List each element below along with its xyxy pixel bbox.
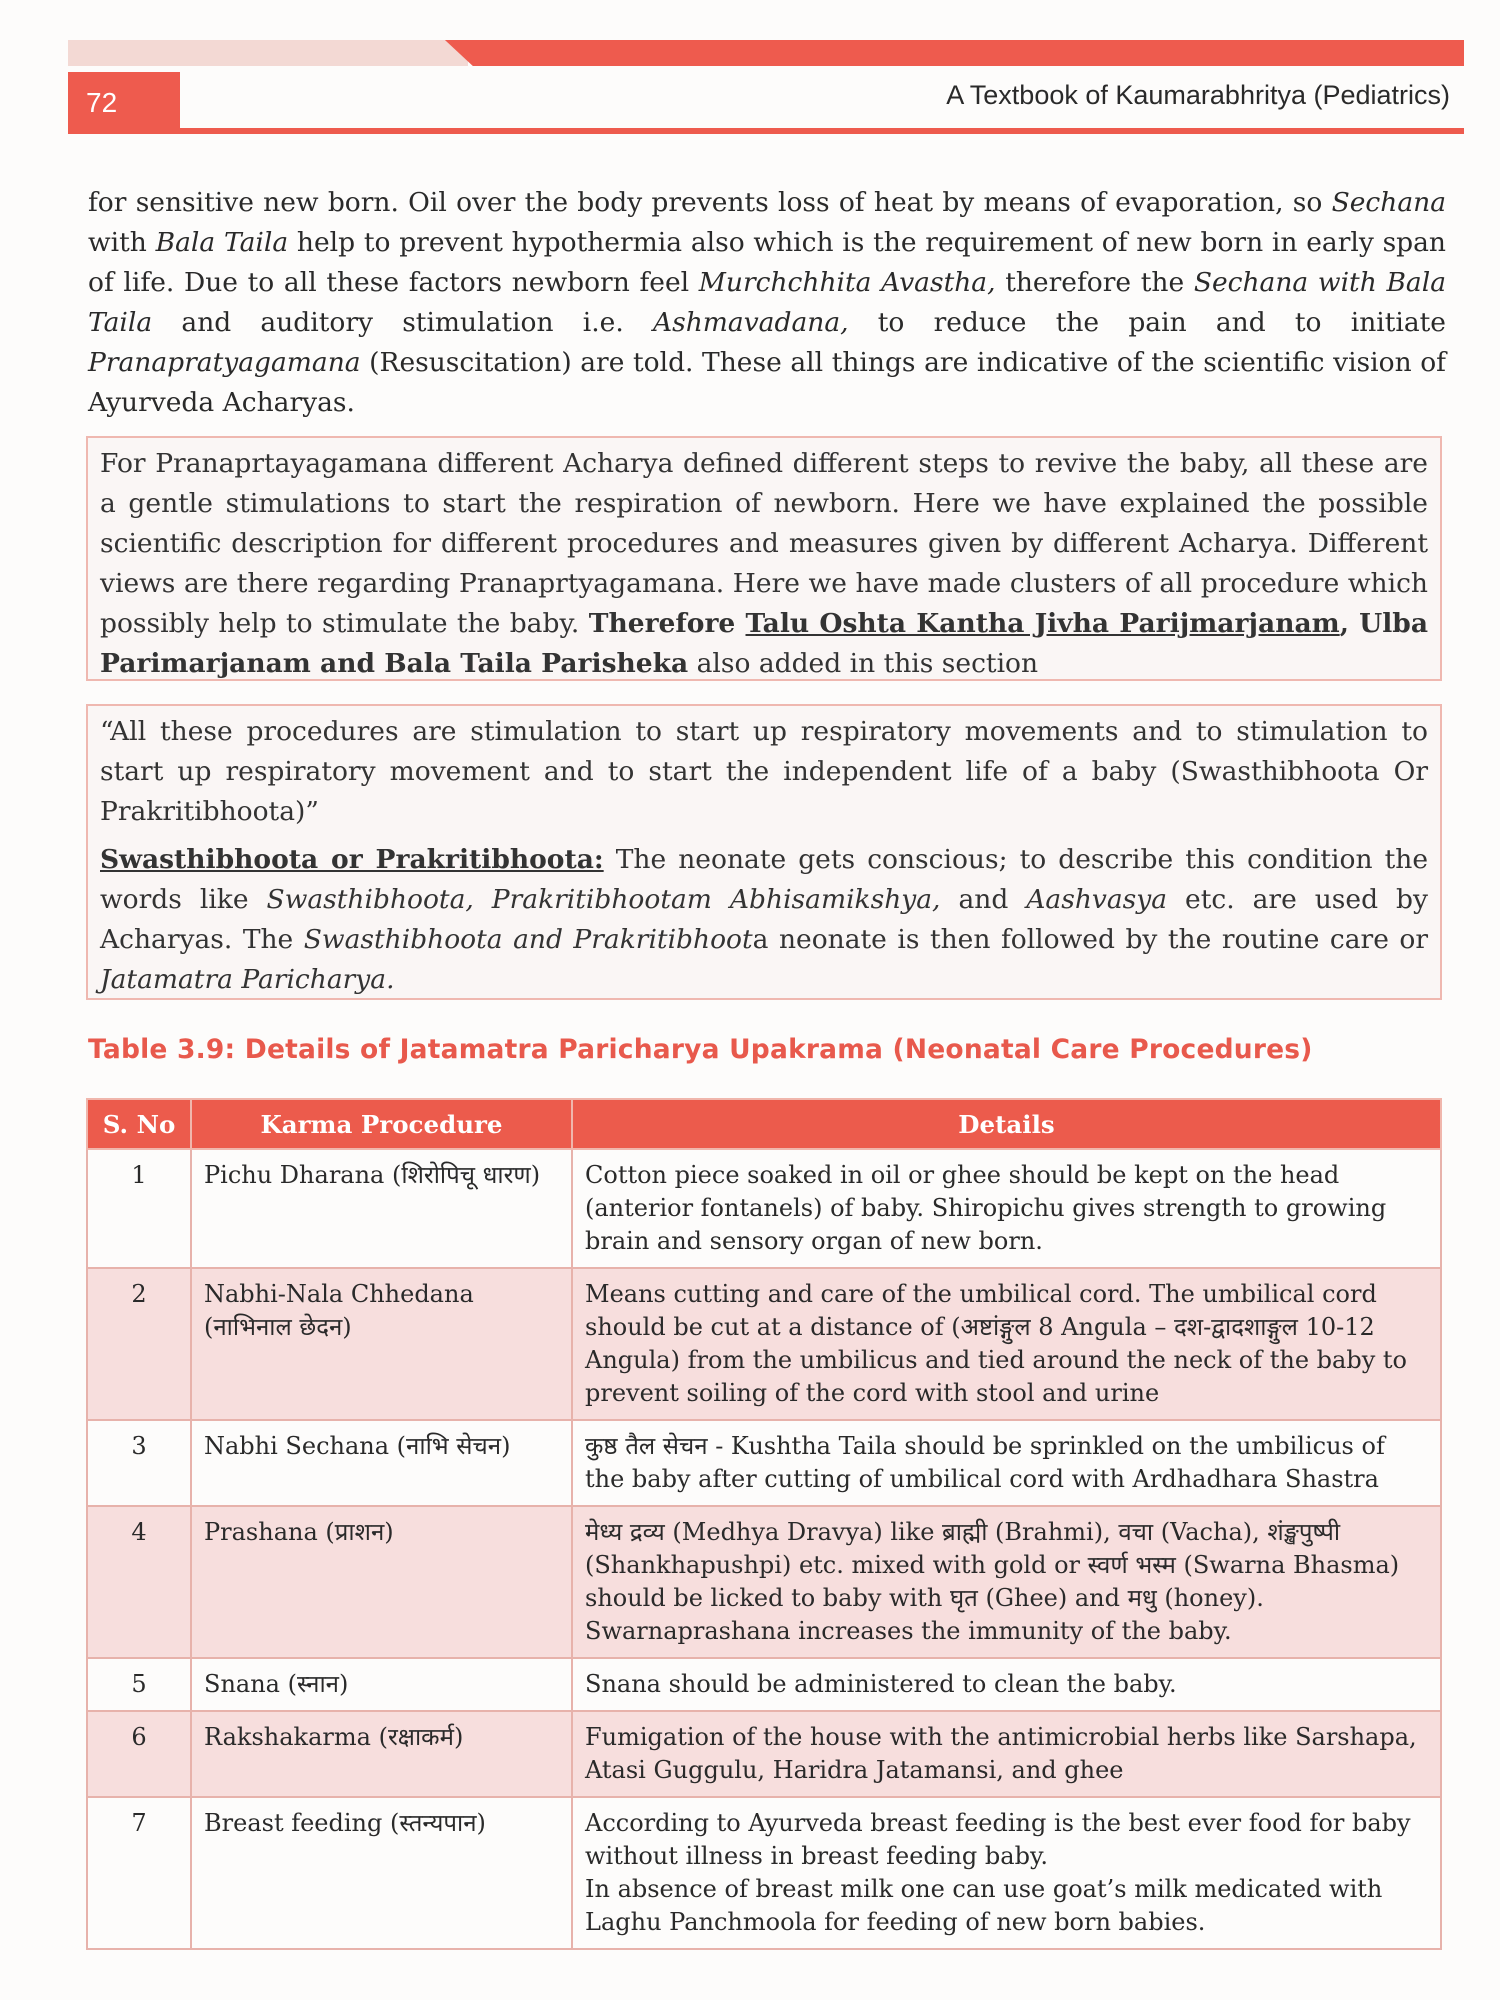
box2-quote: “All these procedures are stimulation to start up respiratory movements and to stimulation to start up respiratory movement and to start the independent life of a baby (Swasthibhoota Or Prakritibhoota)” [100,716,1428,827]
intro-paragraph: for sensitive new born. Oil over the body prevents loss of heat by means of evaporation, so Sechana with Bala Taila help to prevent hypothermia also which is the requirement of new born in early span of life. Due to all these factors newborn feel Murchchhita Avastha, therefore the Sechana with Bala Taila and auditory stimulation i.e. Ashmavadana, to reduce the pain and to initiate Pranapratyagamana (Resuscitation) are told. These all things are indicative of the scientific vision of Ayurveda Acharyas. [88,187,1446,418]
box1-text: For Pranaprtayagamana different Acharya defined different steps to revive the baby, all these are a gentle stimulations to start the respiration of newborn. Here we have explained the possible scientific description for different procedures and measures given by different Acharya. Different views are there regarding Pranaprtyagamana. Here we have made clusters of all procedure which possibly help to stimulate the baby. Therefore Talu Oshta Kantha Jivha Parijmarjanam, Ulba Parimarjanam and Bala Taila Parisheka also added in this section [100,448,1428,679]
header-sno: S. No [87,1099,191,1149]
box2-heading: Swasthibhoota or Prakritibhoota: [100,844,604,875]
table-row: 6 Rakshakarma (रक्षाकर्म) Fumigation of the house with the antimicrobial herbs like Sarshapa, Atasi Guggulu, Haridra Jatamansi, and ghee [87,1711,1441,1797]
table-row: 4 Prashana (प्राशन) मेध्य द्रव्य (Medhya Dravya) like ब्राह्मी (Brahmi), वचा (Vacha), शंङ्खपुष्पी (Shankhapushpi) etc. mixed with gold or स्वर्ण भस्म (Swarna Bhasma) should be licked to baby with घृत (Ghee) and मधु (honey). Swarnaprashana increases the immunity of the baby. [87,1506,1441,1658]
running-title: A Textbook of Kaumarabhritya (Pediatrics) [946,80,1450,110]
page-number: 72 [68,72,180,134]
info-box-pranapratyagamana [86,436,1442,681]
header-details: Details [572,1099,1441,1149]
table-row: 7 Breast feeding (स्तन्यपान) According to Ayurveda breast feeding is the best ever food for baby without illness in breast feeding baby. In absence of breast milk one can use goat’s milk medicated with Laghu Panchmoola for feeding of new born babies. [87,1797,1441,1949]
table-row: 3 Nabhi Sechana (नाभि सेचन) कुष्ठ तैल सेचन - Kushtha Taila should be sprinkled on the umbilicus of the baby after cutting of umbilical cord with Ardhadhara Shastra [87,1420,1441,1506]
header-band-light [68,40,468,66]
header-rule [180,128,1464,134]
header-procedure: Karma Procedure [191,1099,572,1149]
table-row: 2 Nabhi-Nala Chhedana (नाभिनाल छेदन) Means cutting and care of the umbilical cord. The umbilical cord should be cut at a distance of (अष्टांङ्गुल 8 Angula – दश-द्वादशाङ्गुल 10-12 Angula) from the umbilicus and tied around the neck of the baby to prevent soiling of the cord with stool and urine [87,1268,1441,1420]
table-row: 5 Snana (स्नान) Snana should be administered to clean the baby. [87,1658,1441,1711]
procedures-table [86,1098,1442,1950]
table-caption: Table 3.9: Details of Jatamatra Paricharya Upakrama (Neonatal Care Procedures) [88,1034,1313,1065]
info-box-swasthibhoota [86,704,1442,1000]
table-header-row [87,1099,1441,1149]
table-row: 1 Pichu Dharana (शिरोपिचू धारण) Cotton piece soaked in oil or ghee should be kept on the head (anterior fontanels) of baby. Shiropichu gives strength to growing brain and sensory organ of new born. [87,1149,1441,1268]
box2-text: Swasthibhoota or Prakritibhoota: The neonate gets conscious; to describe this condition the words like Swasthibhoota, Prakritibhootam Abhisamikshya, and Aashvasya etc. are used by Acharyas. The Swasthibhoota and Prakritibhoota neonate is then followed by the routine care or Jatamatra Paricharya. [100,844,1429,995]
